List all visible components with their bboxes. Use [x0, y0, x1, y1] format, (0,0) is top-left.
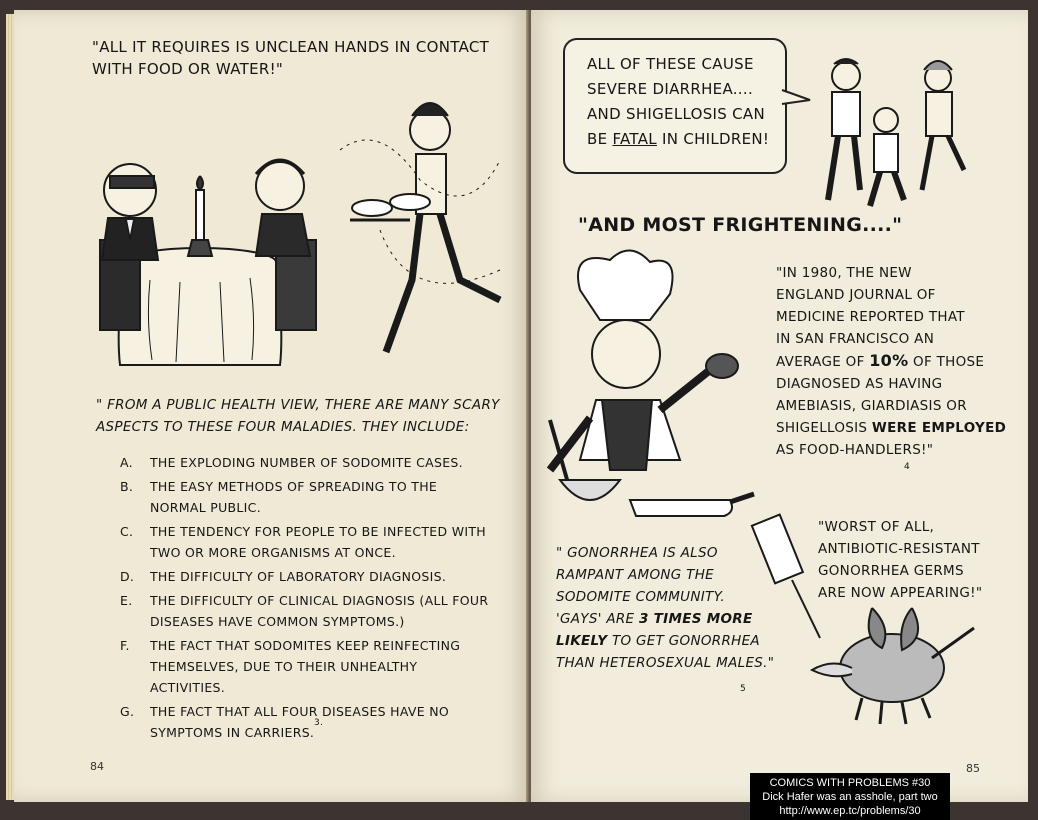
worst-line: ANTIBIOTIC-RESISTANT	[818, 541, 980, 557]
credit-subtitle: Dick Hafer was an asshole, part two	[762, 791, 938, 803]
left-intro-line2: ASPECTS TO THESE FOUR MALADIES. THEY INCLUDE:	[96, 419, 470, 435]
bubble-word: IN CHILDREN!	[662, 130, 770, 148]
bubble-line: ALL OF THESE CAUSE	[587, 55, 754, 73]
worst-line: "WORST OF ALL,	[818, 519, 935, 535]
restaurant-illustration	[80, 90, 520, 380]
list-letter: D.	[120, 569, 135, 584]
gonorrhea-word: 'GAYS' ARE	[556, 611, 635, 627]
list-text: THE FACT THAT ALL FOUR DISEASES HAVE NO SYMPTOMS IN CARRIERS.	[150, 704, 450, 740]
nejm-word: OF THOSE	[913, 354, 985, 370]
nejm-word: SHIGELLOSIS	[776, 420, 868, 436]
nejm-line	[776, 350, 1006, 373]
list-item	[120, 452, 490, 473]
list-item	[120, 635, 490, 698]
gonorrhea-line	[556, 608, 774, 630]
list-letter: F.	[120, 638, 130, 653]
list-letter: E.	[120, 593, 133, 608]
gonorrhea-line	[556, 630, 774, 652]
left-page-number: 84	[90, 760, 104, 773]
list-text: THE DIFFICULTY OF CLINICAL DIAGNOSIS (ALL FOUR DISEASES HAVE COMMON SYMPTOMS.)	[150, 593, 489, 629]
left-footnote: 3.	[314, 718, 324, 728]
speech-bubble	[563, 38, 787, 174]
list-letter: C.	[120, 524, 134, 539]
list-item	[120, 521, 490, 563]
nejm-line: AS FOOD-HANDLERS!"	[776, 442, 934, 458]
list-letter: A.	[120, 455, 133, 470]
gonorrhea-line: RAMPANT AMONG THE	[556, 567, 714, 583]
list-text: THE DIFFICULTY OF LABORATORY DIAGNOSIS.	[150, 569, 447, 584]
nejm-line	[776, 417, 1006, 439]
bubble-tail	[782, 90, 812, 110]
worst-line: ARE NOW APPEARING!"	[818, 585, 983, 601]
nejm-percent: 10%	[869, 351, 909, 370]
list-text: THE EASY METHODS OF SPREADING TO THE NORMAL PUBLIC.	[150, 479, 438, 515]
gonorrhea-line: SODOMITE COMMUNITY.	[556, 589, 725, 605]
speech-bubble-text	[587, 52, 769, 152]
left-intro-line1: " FROM A PUBLIC HEALTH VIEW, THERE ARE MANY SCARY	[96, 397, 500, 413]
nejm-quote	[776, 262, 1006, 461]
bubble-word: BE	[587, 130, 608, 148]
list-item	[120, 701, 490, 743]
nejm-emphasis: WERE EMPLOYED	[871, 420, 1007, 436]
gonorrhea-word: TO GET GONORRHEA	[611, 633, 760, 649]
nejm-line: DIAGNOSED AS HAVING	[776, 376, 943, 392]
gonorrhea-emphasis: 3 TIMES MORE	[638, 611, 753, 627]
credit-url[interactable]: http://www.ep.tc/problems/30	[779, 805, 921, 817]
right-page-number: 85	[966, 762, 980, 775]
gonorrhea-line: " GONORRHEA IS ALSO	[556, 545, 718, 561]
nejm-line: AMEBIASIS, GIARDIASIS OR	[776, 398, 967, 414]
bubble-line	[587, 127, 769, 152]
left-top-quote-line1: "ALL IT REQUIRES IS UNCLEAN HANDS IN CONTACT	[92, 38, 490, 56]
list-letter: B.	[120, 479, 134, 494]
nejm-line: ENGLAND JOURNAL OF	[776, 287, 936, 303]
list-text: THE FACT THAT SODOMITES KEEP REINFECTING THEMSELVES, DUE TO THEIR UNHEALTHY ACTIVITIES.	[150, 638, 461, 695]
nejm-word: AVERAGE OF	[776, 354, 865, 370]
gonorrhea-footnote: 5	[740, 684, 747, 694]
chef-illustration	[540, 250, 760, 530]
credit-title: COMICS WITH PROBLEMS #30	[769, 777, 931, 789]
left-intro-quote	[96, 394, 500, 438]
section-heading: "AND MOST FRIGHTENING...."	[578, 214, 903, 236]
list-text: THE TENDENCY FOR PEOPLE TO BE INFECTED WITH TWO OR MORE ORGANISMS AT ONCE.	[150, 524, 486, 560]
left-top-quote	[92, 36, 489, 80]
list-item	[120, 566, 490, 587]
syringe-germ-illustration	[752, 498, 982, 728]
list-text: THE EXPLODING NUMBER OF SODOMITE CASES.	[150, 455, 463, 470]
bubble-underlined-word: FATAL	[612, 130, 657, 148]
maladies-list	[120, 452, 490, 746]
credit-box	[750, 773, 950, 820]
nejm-footnote: 4	[904, 462, 911, 472]
gonorrhea-emphasis: LIKELY	[556, 633, 608, 649]
nejm-line: MEDICINE REPORTED THAT	[776, 309, 965, 325]
worst-line: GONORRHEA GERMS	[818, 563, 964, 579]
nejm-line: "IN 1980, THE NEW	[776, 265, 912, 281]
list-item	[120, 590, 490, 632]
gonorrhea-quote	[556, 542, 774, 674]
nejm-line: IN SAN FRANCISCO AN	[776, 331, 935, 347]
left-top-quote-line2: WITH FOOD OR WATER!"	[92, 60, 284, 78]
list-item	[120, 476, 490, 518]
bubble-line: SEVERE DIARRHEA....	[587, 80, 754, 98]
bubble-line: AND SHIGELLOSIS CAN	[587, 105, 766, 123]
running-boys-illustration	[810, 50, 980, 220]
gonorrhea-line: THAN HETEROSEXUAL MALES."	[556, 655, 775, 671]
list-letter: G.	[120, 704, 135, 719]
